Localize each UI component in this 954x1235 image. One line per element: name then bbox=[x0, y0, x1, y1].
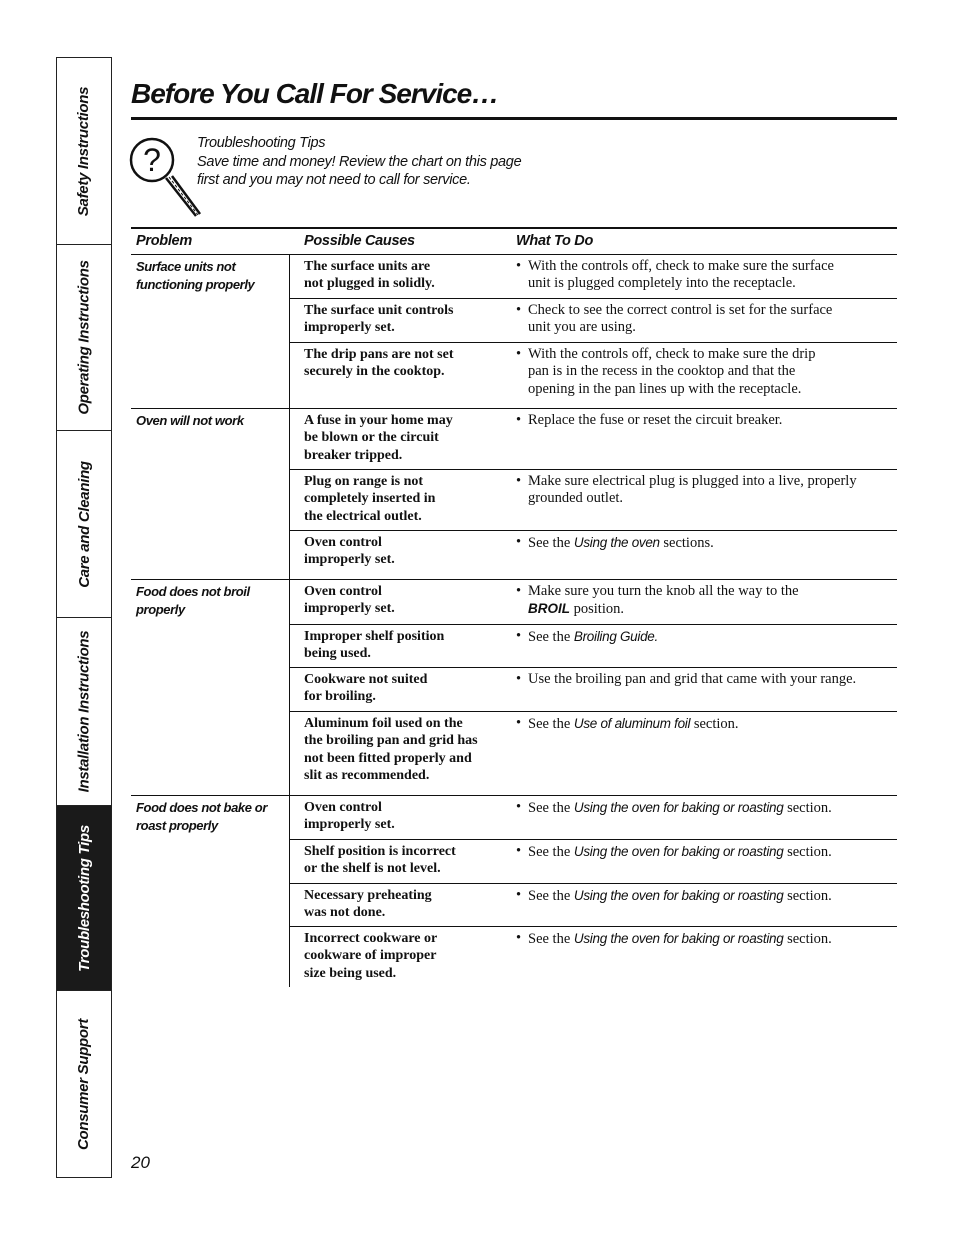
tips-intro bbox=[197, 134, 521, 190]
bullet: • bbox=[516, 628, 522, 644]
problem-label: Surface units not functioning properly bbox=[136, 259, 255, 292]
what-to-do bbox=[516, 887, 896, 905]
tab-label: Safety Instructions bbox=[75, 86, 93, 216]
todo-text: section. bbox=[783, 888, 832, 904]
what-to-do bbox=[516, 346, 896, 398]
table-row bbox=[290, 343, 897, 408]
todo-text: section. bbox=[783, 844, 832, 860]
what-to-do bbox=[516, 302, 896, 337]
problem-label: Food does not broil properly bbox=[136, 584, 250, 617]
bullet: • bbox=[516, 346, 522, 362]
column-header-what-to-do: What To Do bbox=[516, 233, 593, 249]
reference-text: Using the oven for baking or roasting bbox=[573, 931, 784, 946]
table-row bbox=[290, 796, 897, 840]
tab-installation-instructions[interactable] bbox=[57, 618, 111, 806]
what-to-do bbox=[516, 258, 896, 293]
control-label: BROIL bbox=[528, 601, 570, 617]
bullet: • bbox=[516, 473, 522, 489]
todo-text: section. bbox=[690, 716, 739, 732]
possible-cause: Oven control improperly set. bbox=[304, 584, 395, 617]
tab-label: Operating Instructions bbox=[75, 260, 93, 415]
what-to-do bbox=[516, 628, 896, 646]
todo-text: position. bbox=[570, 601, 624, 618]
troubleshooting-table bbox=[131, 227, 897, 987]
table-row bbox=[290, 840, 897, 884]
tab-label: Care and Cleaning bbox=[75, 460, 93, 588]
what-to-do bbox=[516, 671, 896, 688]
possible-cause: Improper shelf position being used. bbox=[304, 629, 445, 662]
todo-text: See the bbox=[528, 844, 574, 860]
possible-cause: The drip pans are not set securely in the cooktop. bbox=[304, 347, 454, 380]
table-row bbox=[290, 712, 897, 795]
bullet: • bbox=[516, 534, 522, 550]
possible-cause: Cookware not suited for broiling. bbox=[304, 672, 428, 705]
possible-cause: A fuse in your home may be blown or the circuit breaker tripped. bbox=[304, 413, 453, 463]
table-row bbox=[290, 668, 897, 712]
todo-text: section. bbox=[783, 800, 832, 816]
todo-text: Replace the fuse or reset the circuit breaker. bbox=[528, 412, 783, 428]
table-row bbox=[290, 255, 897, 299]
bullet: • bbox=[516, 930, 522, 946]
what-to-do bbox=[516, 412, 896, 429]
problem-group bbox=[131, 409, 897, 580]
bullet: • bbox=[516, 887, 522, 903]
tab-care-and-cleaning[interactable] bbox=[57, 431, 111, 618]
possible-cause: Aluminum foil used on the the broiling pan and grid has not been fitted properly and slit as recommended. bbox=[304, 716, 478, 783]
tips-line-2: first and you may not need to call for service. bbox=[197, 172, 471, 188]
bullet: • bbox=[516, 843, 522, 859]
what-to-do bbox=[516, 715, 896, 733]
bullet: • bbox=[516, 302, 522, 318]
possible-cause: Necessary preheating was not done. bbox=[304, 888, 432, 921]
table-row bbox=[290, 531, 897, 579]
table-row bbox=[290, 884, 897, 927]
todo-text: See the bbox=[528, 716, 574, 732]
problem-group bbox=[131, 796, 897, 987]
problem-label: Oven will not work bbox=[136, 413, 244, 428]
problem-group bbox=[131, 580, 897, 796]
reference-text: Using the oven bbox=[573, 535, 660, 550]
todo-text: See the bbox=[528, 535, 574, 551]
what-to-do bbox=[516, 843, 896, 861]
reference-text: Use of aluminum foil bbox=[573, 716, 691, 731]
bullet: • bbox=[516, 715, 522, 731]
section-tabs bbox=[56, 57, 112, 1178]
what-to-do bbox=[516, 583, 896, 619]
tab-consumer-support[interactable] bbox=[57, 991, 111, 1177]
what-to-do bbox=[516, 534, 896, 552]
what-to-do bbox=[516, 799, 896, 817]
bullet: • bbox=[516, 258, 522, 274]
tab-label: Troubleshooting Tips bbox=[75, 824, 93, 972]
tab-operating-instructions[interactable] bbox=[57, 245, 111, 431]
bullet: • bbox=[516, 671, 522, 687]
possible-cause: Incorrect cookware or cookware of improper size being used. bbox=[304, 931, 438, 981]
table-row bbox=[290, 625, 897, 668]
bullet: • bbox=[516, 412, 522, 428]
page-title: Before You Call For Service… bbox=[131, 78, 499, 109]
tab-safety-instructions[interactable] bbox=[57, 58, 111, 245]
problem-group bbox=[131, 255, 897, 409]
bullet: • bbox=[516, 799, 522, 815]
column-header-causes: Possible Causes bbox=[304, 233, 415, 249]
reference-text: Using the oven for baking or roasting bbox=[573, 800, 784, 815]
problem-label: Food does not bake or roast properly bbox=[136, 800, 267, 833]
todo-text: See the bbox=[528, 888, 574, 904]
column-header-problem: Problem bbox=[136, 233, 192, 249]
table-header bbox=[131, 227, 897, 255]
reference-text: Broiling Guide. bbox=[573, 629, 658, 644]
title-rule bbox=[131, 117, 897, 120]
tab-label: Consumer Support bbox=[75, 1018, 93, 1150]
tips-label: Troubleshooting Tips bbox=[197, 135, 326, 151]
todo-text: With the controls off, check to make sure the surface unit is plugged completely into the receptacle. bbox=[528, 258, 834, 292]
what-to-do bbox=[516, 930, 896, 948]
possible-cause: The surface unit controls improperly set. bbox=[304, 303, 454, 336]
possible-cause: Plug on range is not completely inserted in the electrical outlet. bbox=[304, 474, 436, 524]
bullet: • bbox=[516, 583, 522, 599]
possible-cause: Oven control improperly set. bbox=[304, 535, 395, 568]
todo-text: Check to see the correct control is set for the surface unit you are using. bbox=[528, 302, 833, 336]
tab-troubleshooting-tips[interactable] bbox=[57, 806, 111, 991]
possible-cause: Shelf position is incorrect or the shelf is not level. bbox=[304, 844, 456, 877]
reference-text: Using the oven for baking or roasting bbox=[573, 844, 784, 859]
todo-text: section. bbox=[783, 931, 832, 947]
todo-text: See the bbox=[528, 629, 574, 645]
table-row bbox=[290, 299, 897, 343]
tips-line-1: Save time and money! Review the chart on this page bbox=[197, 153, 522, 170]
question-magnifier-icon bbox=[128, 132, 204, 222]
reference-text: Using the oven for baking or roasting bbox=[573, 888, 784, 903]
table-row bbox=[290, 470, 897, 531]
what-to-do bbox=[516, 473, 896, 508]
svg-text:?: ? bbox=[143, 142, 161, 178]
todo-text: Make sure you turn the knob all the way to the bbox=[528, 583, 799, 599]
table-row bbox=[290, 580, 897, 625]
todo-text: Make sure electrical plug is plugged into a live, properly grounded outlet. bbox=[528, 473, 857, 507]
table-row bbox=[290, 409, 897, 470]
todo-text: See the bbox=[528, 931, 574, 947]
possible-cause: Oven control improperly set. bbox=[304, 800, 395, 833]
table-row bbox=[290, 927, 897, 987]
todo-text: Use the broiling pan and grid that came with your range. bbox=[528, 671, 857, 687]
todo-text: With the controls off, check to make sure the drip pan is in the recess in the cooktop and that the opening in the pan lines up with the receptacle. bbox=[528, 346, 816, 397]
possible-cause: The surface units are not plugged in solidly. bbox=[304, 259, 435, 292]
page-number: 20 bbox=[131, 1153, 150, 1172]
todo-text: sections. bbox=[659, 535, 714, 551]
todo-text: See the bbox=[528, 800, 574, 816]
tab-label: Installation Instructions bbox=[75, 630, 93, 793]
